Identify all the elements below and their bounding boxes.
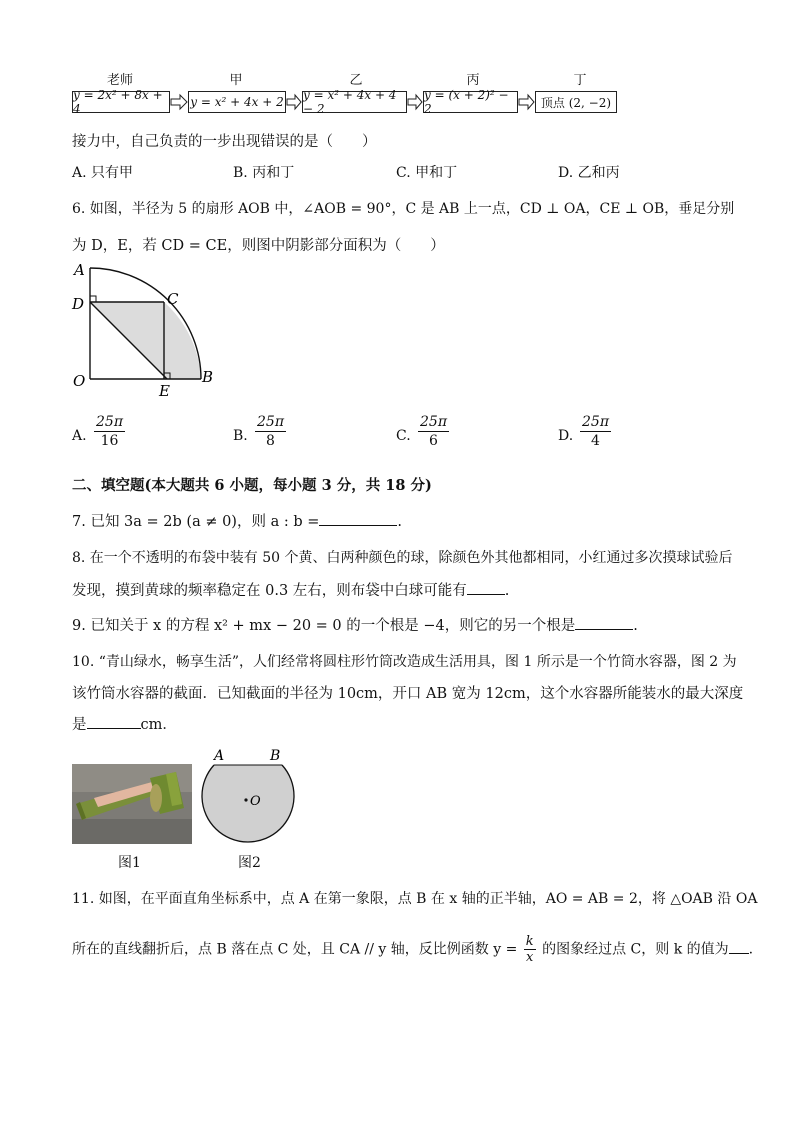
- q6-option-a-frac: $\frac{25\pi}{16}$: [96, 414, 124, 449]
- center-point: [244, 798, 247, 801]
- q10-line1: 10. “青山绿水，畅享生活”，人们经常将圆柱形竹筒改造成生活用具，图 1 所示是一个竹筒水容器，图 2 为: [72, 654, 737, 670]
- q8-blank: [467, 594, 505, 595]
- q5-option-d: D. 乙和丙: [558, 165, 620, 181]
- label-o: O: [250, 794, 261, 809]
- label-b: B: [202, 368, 214, 386]
- cross-section-figure: [196, 744, 300, 850]
- label-c: C: [167, 290, 179, 308]
- q7-blank: [319, 525, 397, 526]
- q11-line2: 所在的直线翻折后，点 B 落在点 C 处，且 CA // y 轴，反比例函数 y = $\frac{k}{x}$ 的图象经过点 C，则 k 的值为 .: [72, 934, 754, 965]
- bamboo-container-photo: [72, 764, 192, 844]
- q11-line1: 11. 如图，在平面直角坐标系中，点 A 在第一象限，点 B 在 x 轴的正半轴，AO = AB = 2，将 △OAB 沿 OA: [72, 891, 758, 907]
- chain-label-bing: 丙: [466, 73, 480, 88]
- arrow-icon: [286, 93, 302, 111]
- water-region: [202, 765, 294, 842]
- fig1-caption: 图1: [118, 855, 141, 871]
- label-o: O: [73, 372, 86, 390]
- q8-line2: 发现，摸到黄球的频率稳定在 0.3 左右，则布袋中白球可能有 .: [72, 583, 510, 599]
- chain-box-yi: y = x² + 4x + 4 − 2: [302, 91, 407, 113]
- chain-box-jia: y = x² + 4x + 2: [188, 91, 286, 113]
- label-d: D: [72, 295, 85, 313]
- q9-blank: [575, 629, 633, 630]
- fig2-caption: 图2: [238, 855, 261, 871]
- q6-line1: 6. 如图，半径为 5 的扇形 AOB 中，∠AOB = 90°，C 是 AB 上一点，CD ⊥ OA，CE ⊥ OB，垂足分别: [72, 201, 735, 217]
- q10-blank: [87, 728, 141, 729]
- chain-label-yi: 乙: [349, 73, 363, 88]
- sector-figure: [70, 262, 220, 402]
- chain-label-jia: 甲: [229, 73, 243, 88]
- label-b: B: [270, 748, 281, 764]
- q5-option-a: A. 只有甲: [72, 165, 134, 181]
- chain-box-bing: y = (x + 2)² − 2: [423, 91, 518, 113]
- label-a: A: [74, 262, 85, 279]
- label-a: A: [214, 748, 225, 764]
- q6-line2: 为 D，E，若 CD = CE，则图中阴影部分面积为（ ）: [72, 238, 445, 254]
- chain-box-ding: 顶点 (2, −2): [535, 91, 617, 113]
- q9-text: 9. 已知关于 x 的方程 x² + mx − 20 = 0 的一个根是 −4，则它的另一个根是 .: [72, 618, 638, 634]
- label-e: E: [159, 382, 170, 400]
- q5-option-b: B. 丙和丁: [233, 165, 295, 181]
- q6-option-c-frac: $\frac{25\pi}{6}$: [420, 414, 448, 449]
- q6-option-d-letter: D.: [558, 428, 574, 444]
- q6-option-b-frac: $\frac{25\pi}{8}$: [257, 414, 285, 449]
- q6-option-d-frac: $\frac{25\pi}{4}$: [582, 414, 610, 449]
- q6-option-b-letter: B.: [233, 428, 248, 444]
- arrow-icon: [170, 93, 188, 111]
- q11-fraction: $\frac{k}{x}$: [525, 934, 534, 965]
- chain-label-teacher: 老师: [106, 73, 133, 88]
- right-angle-mark-d: [90, 296, 96, 302]
- arrow-icon: [518, 93, 535, 111]
- q7-text: 7. 已知 3a = 2b (a ≠ 0)，则 a : b = .: [72, 514, 402, 530]
- chain-box-teacher: y = 2x² + 8x + 4: [72, 91, 170, 113]
- q5-option-c: C. 甲和丁: [396, 165, 458, 181]
- q5-stem: 接力中，自己负责的一步出现错误的是（ ）: [72, 134, 377, 150]
- q6-option-c-letter: C.: [396, 428, 411, 444]
- q6-option-a-letter: A.: [72, 428, 87, 444]
- q11-blank: [729, 953, 749, 954]
- shaded-region: [90, 302, 201, 379]
- chain-label-ding: 丁: [573, 73, 587, 88]
- q10-line3: 是 cm．: [72, 717, 177, 733]
- q8-line1: 8. 在一个不透明的布袋中装有 50 个黄、白两种颜色的球，除颜色外其他都相同，小红通过多次摸球试验后: [72, 550, 733, 566]
- q10-line2: 该竹筒水容器的截面．已知截面的半径为 10cm，开口 AB 宽为 12cm，这个水容器所能装水的最大深度: [72, 686, 744, 702]
- section-heading: 二、填空题(本大题共 6 小题，每小题 3 分，共 18 分): [72, 477, 432, 494]
- arrow-icon: [407, 93, 423, 111]
